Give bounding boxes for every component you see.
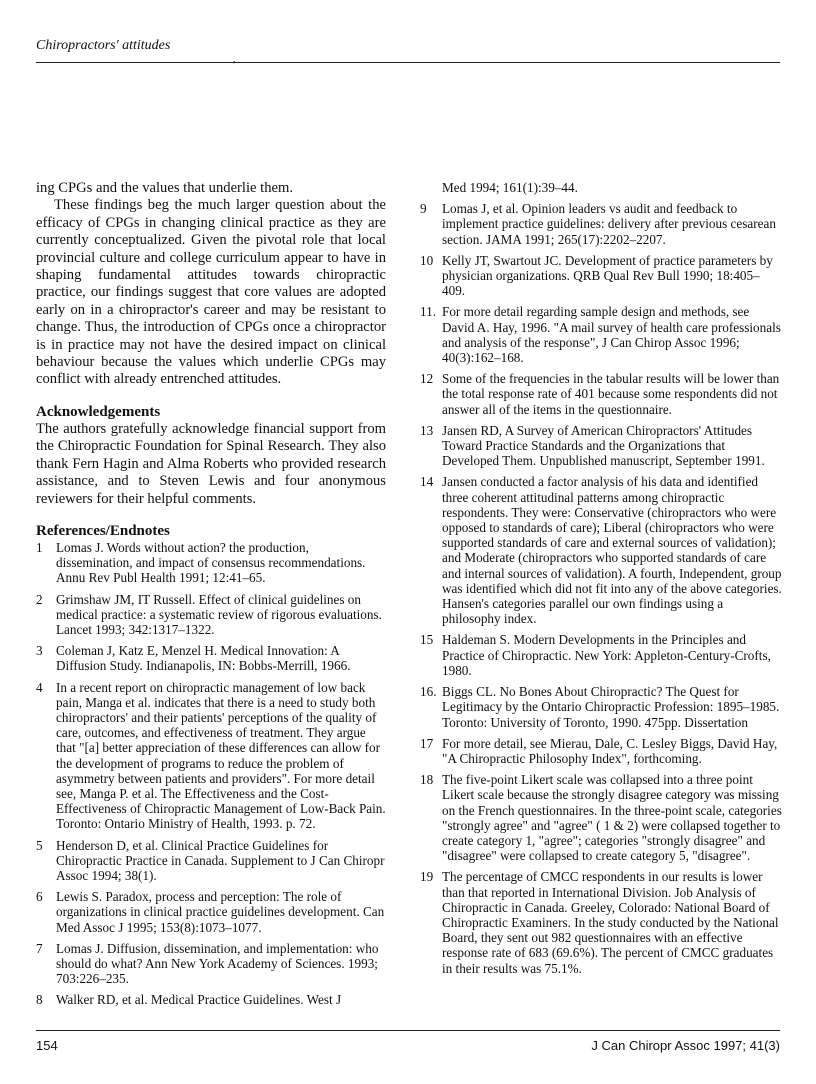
reference-number: 7 (36, 940, 43, 956)
reference-item (36, 838, 386, 884)
reference-text: Biggs CL. No Bones About Chiropractic? The Quest for Legitimacy by the Ontario Chiropractic Profession: 1895–1985. Toronto: University of Toronto, 1990. 475pp. Dissertation (442, 684, 780, 730)
references-heading: References/Endnotes (36, 522, 170, 539)
body-paragraph-continued: ing CPGs and the values that underlie them. (36, 180, 293, 196)
reference-item (420, 869, 782, 975)
reference-number: 10 (420, 252, 434, 268)
reference-text: Med 1994; 161(1):39–44. (442, 180, 578, 195)
reference-text: In a recent report on chiropractic management of low back pain, Manga et al. indicates that there is a need to study both chiropractors' and their patients' perceptions of the quality of care, outcomes, and effectiveness of treatment. They argue that "[a] better appreciation of these differences can allow for the development of programs to reduce the problem of asymmetry between patients and providers". For more detail see, Manga P. et al. The Effectiveness and the Cost-Effectiveness of Chiropractic Management of Low-Back Pain. Toronto: Ontario Ministry of Health, 1993. p. 72. (56, 679, 386, 832)
reference-item (420, 736, 782, 766)
reference-text: For more detail, see Mierau, Dale, C. Lesley Biggs, David Hay, "A Chiropractic Philosophy Index", forthcoming. (442, 735, 778, 766)
reference-item (420, 371, 782, 417)
reference-text: Jansen conducted a factor analysis of his data and identified three coherent attitudinal patterns among chiropractic respondents. They were: Conservative (chiropractors who were opposed to standards of care); Liberal (chiropractors who were supported standards of care and external sources of validation); and Moderate (chiropractors who supported standards of care and internal sources of validation). A fourth, Independent, group was identified which did not fit into any of the above categories. Hansen's categories parallel our own findings using a philosophy index. (442, 474, 782, 627)
page-number: 154 (36, 1038, 58, 1053)
body-paragraph: These findings beg the much larger question about the efficacy of CPGs in changing clinical practice as they are currently conceptualized. Given the pivotal role that local provincial culture and college curriculum appear to have in shaping fundamental attitudes towards chiropractic practice, our findings suggest that core values are adopted early on in a chiropractor's career and may be resistant to change. Thus, the introduction of CPGs once a chiropractor is in practice may not have the desired impact on clinical behaviour because the values which underlie CPGs may conflict with already entrenched attitudes. (36, 197, 386, 388)
reference-item (36, 592, 386, 638)
reference-text: The five-point Likert scale was collapsed into a three point Likert scale because the strongly disagree category was missing on the French questionnaires. In the three-point scale, categories "strongly agree" and "agree" ( 1 & 2) were collapsed together to create category 1, "agree"; categories "strongly disagree" and "disagree" were collapsed to create category 5, "disagree". (442, 772, 782, 864)
reference-number: 19 (420, 869, 434, 885)
reference-text: Kelly JT, Swartout JC. Development of practice parameters by physician organizations. QRB Qual Rev Bull 1990; 18:405–409. (442, 252, 773, 299)
reference-number: 6 (36, 889, 43, 905)
reference-item (36, 680, 386, 832)
reference-text: Lomas J, et al. Opinion leaders vs audit and feedback to implement practice guidelines: delivery after previous cesarean section. JAMA 1991; 265(17):2202–2207. (442, 201, 776, 247)
reference-item (36, 889, 386, 935)
reference-number: 14 (420, 474, 434, 490)
reference-number: 4 (36, 679, 43, 695)
reference-number: 12 (420, 371, 434, 387)
reference-text: Haldeman S. Modern Developments in the Principles and Practice of Chiropractic. New York: Appleton-Century-Crofts, 1980. (442, 632, 771, 678)
reference-item (420, 684, 782, 730)
reference-text: Grimshaw JM, IT Russell. Effect of clinical guidelines on medical practice: a systematic review of rigorous evaluations. Lancet 1993; 342:1317–1322. (56, 591, 382, 637)
reference-number: 2 (36, 591, 43, 607)
reference-item (420, 253, 782, 299)
journal-citation: J Can Chiropr Assoc 1997; 41(3) (591, 1038, 780, 1053)
reference-text: The percentage of CMCC respondents in our results is lower than that reported in International Division. Job Analysis of Chiropractic in Canada. Greeley, Colorado: National Board of Chiropractic Examiners. In the study conducted by the National Board, they sent out 982 questionnaires with an effective response rate of 683 (69.6%). The percent of CMCC graduates in their results was 75.1%. (442, 869, 779, 976)
right-column (420, 180, 782, 982)
reference-number: 15 (420, 632, 434, 648)
reference-text: Lewis S. Paradox, process and perception: The role of organizations in clinical practice guidelines development. Can Med Assoc J 1995; 153(8):1073–1077. (56, 889, 385, 935)
reference-number: 1 (36, 539, 43, 555)
reference-text: Jansen RD, A Survey of American Chiropractors' Attitudes Toward Practice Standards and the Organizations that Developed Them. Unpublished manuscript, September 1991. (442, 422, 765, 469)
reference-item (420, 632, 782, 678)
reference-text: Some of the frequencies in the tabular results will be lower than the total response rate of 401 because some respondents did not answer all of the items in the questionnaire. (442, 371, 780, 417)
reference-number: 11. (420, 304, 436, 320)
footer-rule (36, 1030, 780, 1031)
reference-number: 5 (36, 837, 43, 853)
reference-text: For more detail regarding sample design and methods, see David A. Hay, 1996. "A mail survey of health care professionals and analysis of the response", J Can Chirop Assoc 1996; 40(3):162–168. (442, 304, 781, 366)
reference-item (36, 992, 386, 1007)
reference-number: 8 (36, 992, 43, 1008)
references-left (36, 540, 386, 1008)
left-column (36, 180, 386, 1014)
reference-number: 17 (420, 735, 434, 751)
acknowledgements-text: The authors gratefully acknowledge financial support from the Chiropractic Foundation for Spinal Research. They also thank Fern Hagin and Alma Roberts who provided research assistance, and to Steven Lewis and four anonymous reviewers for their helpful comments. (36, 420, 386, 507)
reference-number: 18 (420, 772, 434, 788)
reference-number: 16. (420, 684, 437, 700)
reference-number: 3 (36, 643, 43, 659)
reference-item (36, 643, 386, 673)
reference-item-continued (420, 180, 782, 195)
reference-item (420, 772, 782, 863)
reference-text: Henderson D, et al. Clinical Practice Guidelines for Chiropractic Practice in Canada. Supplement to J Can Chiropr Assoc 1994; 38(1). (56, 837, 385, 883)
reference-text: Walker RD, et al. Medical Practice Guidelines. West J (56, 992, 342, 1008)
running-title: Chiropractors' attitudes (36, 38, 171, 53)
reference-item (420, 474, 782, 626)
print-speck: , (233, 54, 236, 65)
reference-text: Lomas J. Words without action? the production, dissemination, and impact of consensus recommendations. Annu Rev Publ Health 1991; 12:41–65. (56, 539, 366, 586)
header-rule (36, 62, 780, 63)
acknowledgements-heading: Acknowledgements (36, 403, 161, 420)
reference-text: Coleman J, Katz E, Menzel H. Medical Innovation: A Diffusion Study. Indianapolis, IN: Bobbs-Merrill, 1966. (56, 643, 351, 674)
reference-item (420, 423, 782, 469)
reference-number: 9 (420, 201, 427, 217)
reference-item (36, 540, 386, 586)
reference-text: Lomas J. Diffusion, dissemination, and implementation: who should do what? Ann New York Academy of Sciences. 1993; 703:226–235. (56, 940, 379, 987)
reference-item (420, 304, 782, 365)
reference-number: 13 (420, 422, 434, 438)
reference-item (36, 941, 386, 987)
reference-item (420, 201, 782, 247)
